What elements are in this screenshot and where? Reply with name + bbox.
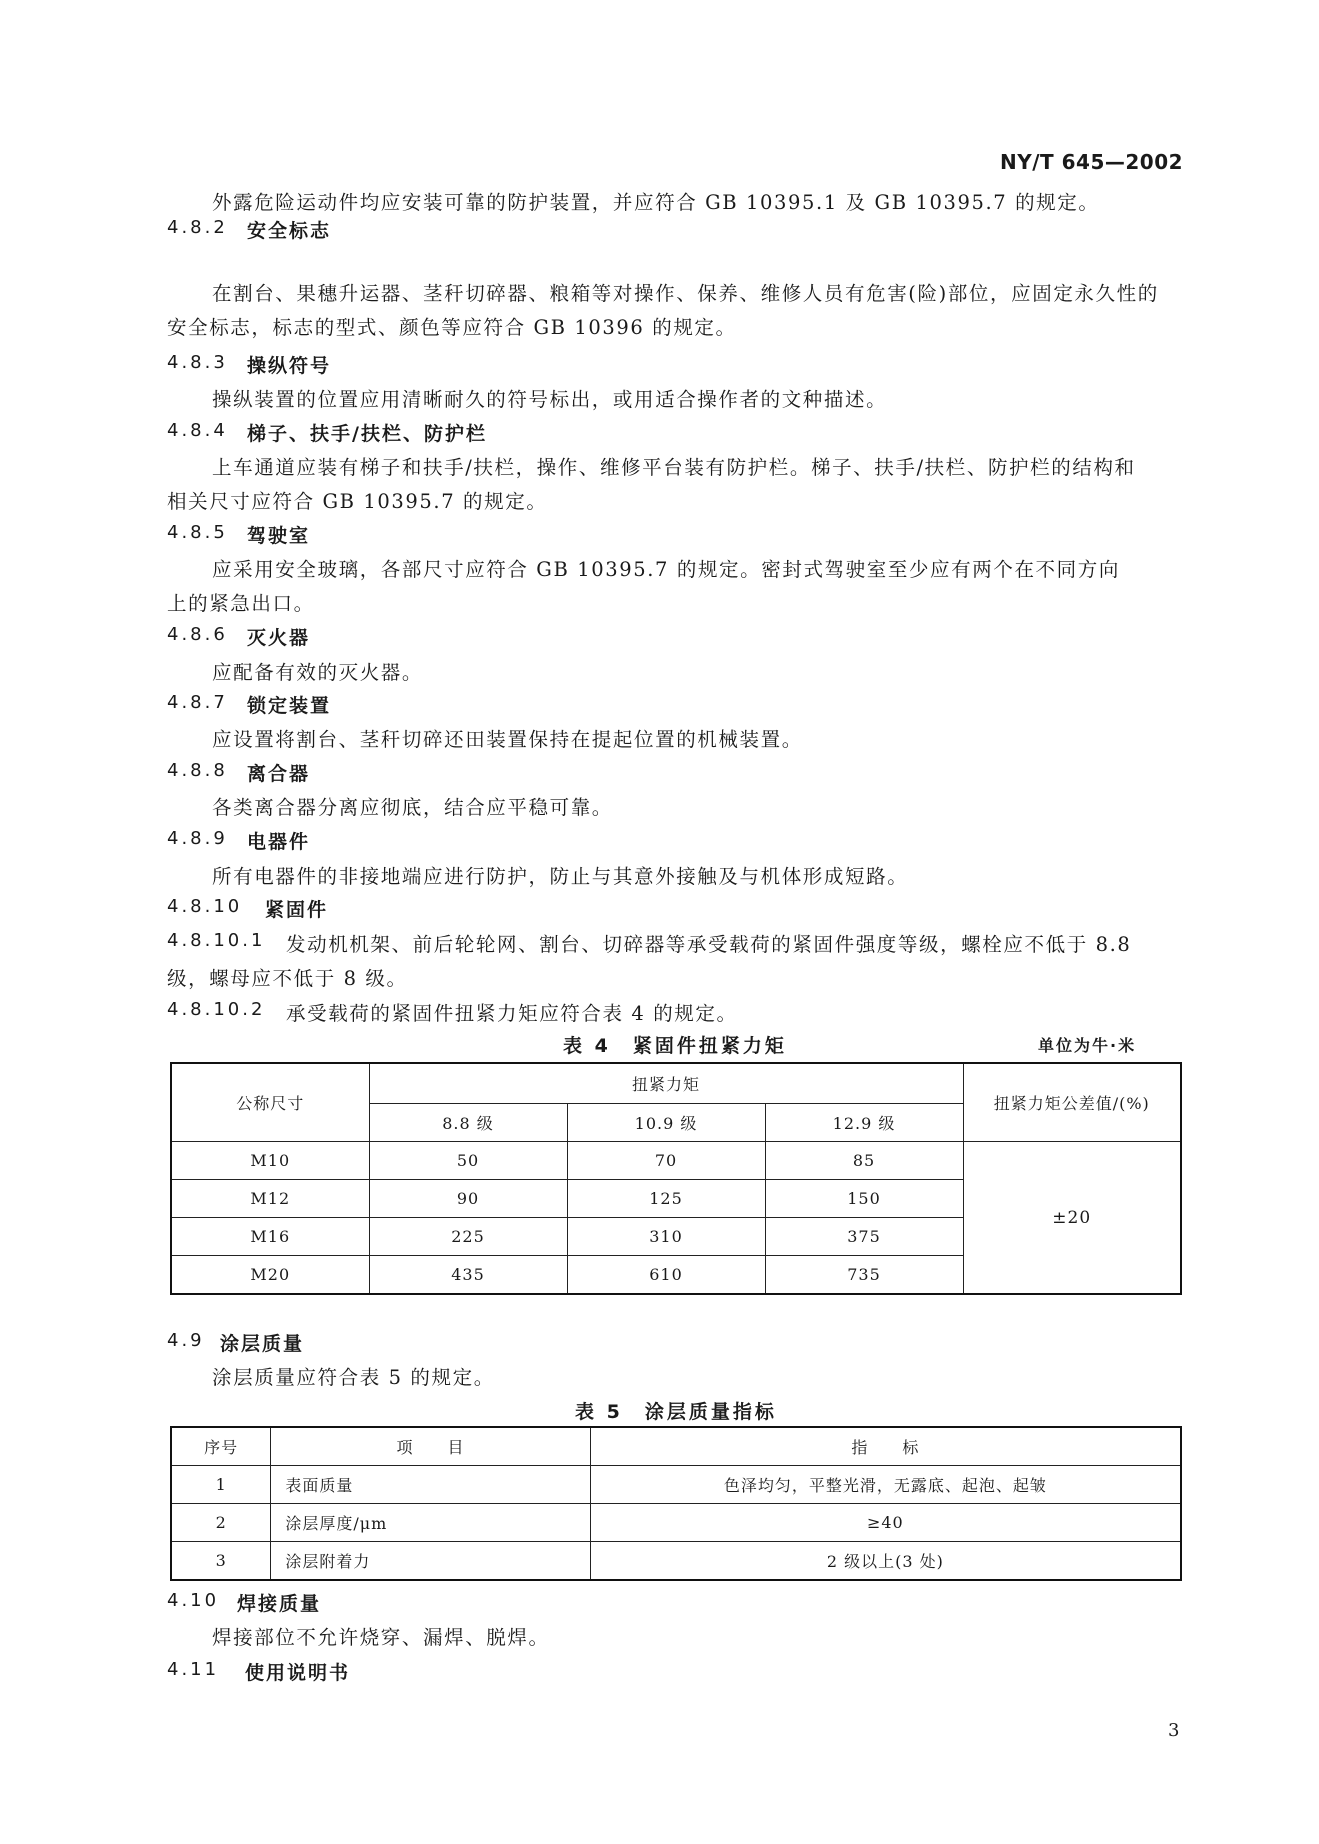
table-cell: 310: [567, 1218, 765, 1256]
section-title: 锁定装置: [247, 695, 332, 717]
section-number: 4.8.4: [167, 420, 228, 441]
paragraph-line: 焊接部位不允许烧穿、漏焊、脱焊。: [212, 1626, 550, 1649]
table-header-cell: 序号: [171, 1427, 271, 1466]
table-cell: 色泽均匀，平整光滑，无露底、起泡、起皱: [590, 1466, 1181, 1504]
table-unit: 单位为牛·米: [1038, 1036, 1137, 1055]
table-cell: 1: [171, 1466, 271, 1504]
paragraph-line: 上车通道应装有梯子和扶手/扶栏，操作、维修平台装有防护栏。梯子、扶手/扶栏、防护栏的结构和: [212, 456, 1136, 479]
section-number: 4.8.9: [167, 828, 228, 849]
table-cell: 125: [567, 1180, 765, 1218]
table-cell: M16: [171, 1218, 369, 1256]
table-header-cell: 扭紧力矩公差值/(%): [963, 1063, 1181, 1142]
table-cell: M20: [171, 1256, 369, 1295]
table-cell: 2 级以上(3 处): [590, 1542, 1181, 1581]
section-number: 4.11: [167, 1659, 220, 1680]
table-cell: 90: [369, 1180, 567, 1218]
page-number: 3: [1168, 1720, 1180, 1741]
section-number: 4.8.5: [167, 522, 228, 543]
section-title: 焊接质量: [237, 1593, 322, 1615]
table-cell: 735: [765, 1256, 963, 1295]
section-number: 4.8.2: [167, 217, 228, 238]
table-row: [171, 1542, 1181, 1581]
table-cell: 85: [765, 1142, 963, 1180]
clause-number: 4.8.10.1: [167, 930, 266, 951]
table-row: [171, 1504, 1181, 1542]
paragraph-line: 所有电器件的非接地端应进行防护，防止与其意外接触及与机体形成短路。: [212, 865, 909, 888]
table-header-cell: 指 标: [590, 1427, 1181, 1466]
table-cell: 70: [567, 1142, 765, 1180]
section-title: 使用说明书: [245, 1662, 351, 1684]
table-header-cell: 扭紧力矩: [369, 1063, 963, 1103]
table-header-cell: 项 目: [271, 1427, 590, 1466]
section-title: 电器件: [247, 831, 311, 853]
section-number: 4.9: [167, 1330, 205, 1351]
paragraph-line: 各类离合器分离应彻底，结合应平稳可靠。: [212, 796, 613, 819]
table-caption: 表 4 紧固件扭紧力矩: [563, 1035, 787, 1057]
section-title: 离合器: [247, 763, 311, 785]
section-number: 4.8.8: [167, 760, 228, 781]
table-cell: 涂层附着力: [271, 1542, 590, 1581]
section-number: 4.8.3: [167, 352, 228, 373]
table-cell: ≥40: [590, 1504, 1181, 1542]
table-header-cell: 8.8 级: [369, 1103, 567, 1142]
table-cell: ±20: [963, 1142, 1181, 1295]
section-title: 梯子、扶手/扶栏、防护栏: [247, 423, 487, 445]
paragraph-line: 安全标志，标志的型式、颜色等应符合 GB 10396 的规定。: [167, 316, 737, 339]
table-cell: 150: [765, 1180, 963, 1218]
standard-code: NY/T 645—2002: [1000, 150, 1184, 174]
table-row: [171, 1466, 1181, 1504]
paragraph-line: 级，螺母应不低于 8 级。: [167, 967, 408, 990]
paragraph-line: 应配备有效的灭火器。: [212, 661, 424, 684]
paragraph-line: 应采用安全玻璃，各部尺寸应符合 GB 10395.7 的规定。密封式驾驶室至少应有两个在不同方向: [212, 558, 1120, 581]
table-cell: 涂层厚度/μm: [271, 1504, 590, 1542]
section-number: 4.8.7: [167, 692, 228, 713]
table-cell: 50: [369, 1142, 567, 1180]
table-cell: 表面质量: [271, 1466, 590, 1504]
paragraph-line: 操纵装置的位置应用清晰耐久的符号标出，或用适合操作者的文种描述。: [212, 388, 888, 411]
paragraph-line: 发动机机架、前后轮轮网、割台、切碎器等承受载荷的紧固件强度等级，螺栓应不低于 8.8: [286, 933, 1132, 956]
section-title: 涂层质量: [220, 1333, 305, 1355]
section-title: 紧固件: [265, 899, 329, 921]
paragraph-line: 应设置将割台、茎秆切碎还田装置保持在提起位置的机械装置。: [212, 728, 803, 751]
table-cell: 2: [171, 1504, 271, 1542]
section-title: 操纵符号: [247, 355, 332, 377]
table-cell: M10: [171, 1142, 369, 1180]
section-title: 灭火器: [247, 627, 311, 649]
table-header-cell: 10.9 级: [567, 1103, 765, 1142]
table-header-cell: 公称尺寸: [171, 1063, 369, 1142]
section-title: 驾驶室: [247, 525, 311, 547]
section-title: 安全标志: [247, 220, 332, 242]
table-row: [171, 1142, 1181, 1180]
paragraph-line: 承受载荷的紧固件扭紧力矩应符合表 4 的规定。: [286, 1002, 738, 1025]
coating-table: [170, 1426, 1182, 1581]
section-number: 4.8.10: [167, 896, 243, 917]
table-cell: 3: [171, 1542, 271, 1581]
section-number: 4.10: [167, 1590, 220, 1611]
intro-paragraph: 外露危险运动件均应安装可靠的防护装置，并应符合 GB 10395.1 及 GB 10395.7 的规定。: [212, 191, 1100, 214]
paragraph-line: 上的紧急出口。: [167, 592, 315, 615]
table-header-cell: 12.9 级: [765, 1103, 963, 1142]
table-cell: 225: [369, 1218, 567, 1256]
table-cell: M12: [171, 1180, 369, 1218]
paragraph-line: 相关尺寸应符合 GB 10395.7 的规定。: [167, 490, 548, 513]
paragraph-line: 涂层质量应符合表 5 的规定。: [212, 1366, 495, 1389]
paragraph-line: 在割台、果穗升运器、茎秆切碎器、粮箱等对操作、保养、维修人员有危害(险)部位，应固定永久性的: [212, 282, 1159, 305]
table-cell: 435: [369, 1256, 567, 1295]
table-cell: 375: [765, 1218, 963, 1256]
torque-table: [170, 1062, 1182, 1295]
table-caption: 表 5 涂层质量指标: [575, 1401, 777, 1423]
table-cell: 610: [567, 1256, 765, 1295]
section-number: 4.8.6: [167, 624, 228, 645]
clause-number: 4.8.10.2: [167, 999, 266, 1020]
